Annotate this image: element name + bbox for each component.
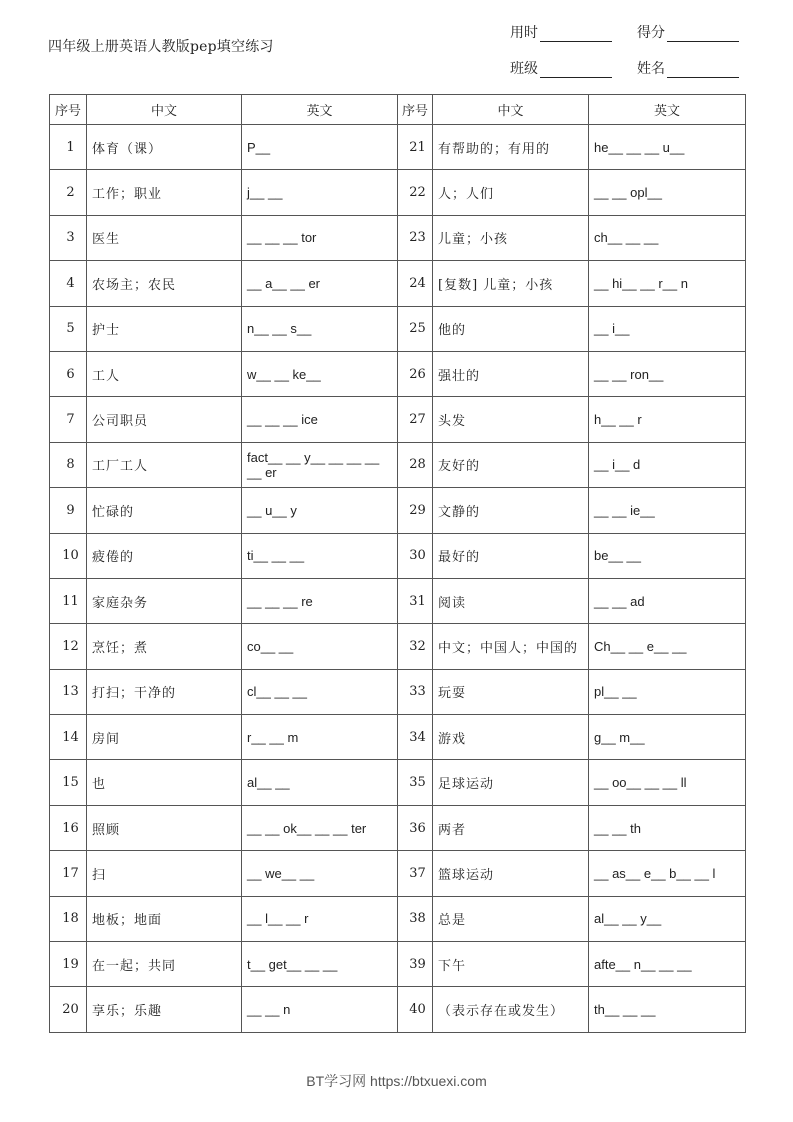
english-blank: he__ __ __ u__ — [589, 125, 746, 170]
item-number: 37 — [398, 851, 433, 896]
chinese-meaning: 足球运动 — [433, 760, 589, 805]
item-number: 4 — [50, 261, 87, 306]
chinese-meaning: 儿童；小孩 — [433, 215, 589, 260]
chinese-meaning: 家庭杂务 — [87, 578, 242, 623]
table-row — [50, 533, 746, 578]
chinese-meaning: 享乐；乐趣 — [87, 987, 242, 1032]
item-number: 7 — [50, 397, 87, 442]
score-label: 得分 — [637, 24, 665, 40]
english-blank: pl__ __ — [589, 669, 746, 714]
chinese-meaning: 有帮助的；有用的 — [433, 125, 589, 170]
item-number: 6 — [50, 351, 87, 396]
table-header-row — [50, 95, 746, 125]
english-blank: __ hi__ __ r__ n — [589, 261, 746, 306]
item-number: 22 — [398, 170, 433, 215]
chinese-meaning: [复数] 儿童；小孩 — [433, 261, 589, 306]
item-number: 1 — [50, 125, 87, 170]
english-blank: __ we__ __ — [242, 851, 398, 896]
english-blank: cl__ __ __ — [242, 669, 398, 714]
chinese-meaning: 工人 — [87, 351, 242, 396]
item-number: 33 — [398, 669, 433, 714]
item-number: 26 — [398, 351, 433, 396]
chinese-meaning: 疲倦的 — [87, 533, 242, 578]
english-blank: __ oo__ __ __ ll — [589, 760, 746, 805]
chinese-meaning: 农场主；农民 — [87, 261, 242, 306]
english-blank: th__ __ __ — [589, 987, 746, 1032]
chinese-meaning: 头发 — [433, 397, 589, 442]
table-row — [50, 442, 746, 487]
table-row — [50, 760, 746, 805]
item-number: 15 — [50, 760, 87, 805]
column-header: 中文 — [87, 95, 242, 125]
chinese-meaning: 打扫；干净的 — [87, 669, 242, 714]
chinese-meaning: 在一起；共同 — [87, 942, 242, 987]
chinese-meaning: 两者 — [433, 805, 589, 850]
table-row — [50, 397, 746, 442]
table-row — [50, 215, 746, 260]
time-blank — [540, 27, 612, 42]
table-row — [50, 624, 746, 669]
chinese-meaning: 文静的 — [433, 488, 589, 533]
english-blank: g__ m__ — [589, 715, 746, 760]
chinese-meaning: 烹饪；煮 — [87, 624, 242, 669]
english-blank: __ l__ __ r — [242, 896, 398, 941]
item-number: 10 — [50, 533, 87, 578]
chinese-meaning: 房间 — [87, 715, 242, 760]
english-blank: __ as__ e__ b__ __ l — [589, 851, 746, 896]
name-label: 姓名 — [637, 60, 665, 76]
english-blank: P__ — [242, 125, 398, 170]
table-row — [50, 942, 746, 987]
column-header: 序号 — [50, 95, 87, 125]
english-blank: __ a__ __ er — [242, 261, 398, 306]
chinese-meaning: 工厂工人 — [87, 442, 242, 487]
english-blank: w__ __ ke__ — [242, 351, 398, 396]
english-blank: ti__ __ __ — [242, 533, 398, 578]
chinese-meaning: 公司职员 — [87, 397, 242, 442]
item-number: 35 — [398, 760, 433, 805]
chinese-meaning: 工作；职业 — [87, 170, 242, 215]
item-number: 20 — [50, 987, 87, 1032]
table-row — [50, 715, 746, 760]
class-blank — [540, 63, 612, 78]
chinese-meaning: 体育（课） — [87, 125, 242, 170]
item-number: 21 — [398, 125, 433, 170]
english-blank: __ u__ y — [242, 488, 398, 533]
chinese-meaning: 篮球运动 — [433, 851, 589, 896]
item-number: 5 — [50, 306, 87, 351]
english-blank: Ch__ __ e__ __ — [589, 624, 746, 669]
english-blank: r__ __ m — [242, 715, 398, 760]
item-number: 24 — [398, 261, 433, 306]
chinese-meaning: 医生 — [87, 215, 242, 260]
english-blank: __ i__ — [589, 306, 746, 351]
table-row — [50, 351, 746, 396]
english-blank: __ __ n — [242, 987, 398, 1032]
name-field — [637, 58, 739, 78]
item-number: 28 — [398, 442, 433, 487]
column-header: 英文 — [589, 95, 746, 125]
item-number: 3 — [50, 215, 87, 260]
item-number: 38 — [398, 896, 433, 941]
chinese-meaning: （表示存在或发生） — [433, 987, 589, 1032]
chinese-meaning: 总是 — [433, 896, 589, 941]
chinese-meaning: 游戏 — [433, 715, 589, 760]
english-blank: __ __ __ tor — [242, 215, 398, 260]
chinese-meaning: 中文；中国人；中国的 — [433, 624, 589, 669]
english-blank: fact__ __ y__ __ __ __ __ er — [242, 442, 398, 487]
item-number: 19 — [50, 942, 87, 987]
chinese-meaning: 他的 — [433, 306, 589, 351]
english-blank: al__ __ y__ — [589, 896, 746, 941]
english-blank: be__ __ — [589, 533, 746, 578]
item-number: 32 — [398, 624, 433, 669]
chinese-meaning: 强壮的 — [433, 351, 589, 396]
chinese-meaning: 也 — [87, 760, 242, 805]
chinese-meaning: 阅读 — [433, 578, 589, 623]
column-header: 中文 — [433, 95, 589, 125]
column-header: 序号 — [398, 95, 433, 125]
english-blank: __ __ ad — [589, 578, 746, 623]
score-field — [637, 22, 739, 42]
table-row — [50, 987, 746, 1032]
english-blank: __ __ __ re — [242, 578, 398, 623]
item-number: 27 — [398, 397, 433, 442]
english-blank: __ __ opl__ — [589, 170, 746, 215]
english-blank: __ __ th — [589, 805, 746, 850]
chinese-meaning: 照顾 — [87, 805, 242, 850]
table-row — [50, 578, 746, 623]
chinese-meaning: 人；人们 — [433, 170, 589, 215]
table-row — [50, 261, 746, 306]
item-number: 12 — [50, 624, 87, 669]
chinese-meaning: 友好的 — [433, 442, 589, 487]
chinese-meaning: 玩耍 — [433, 669, 589, 714]
english-blank: afte__ n__ __ __ — [589, 942, 746, 987]
item-number: 40 — [398, 987, 433, 1032]
item-number: 31 — [398, 578, 433, 623]
item-number: 29 — [398, 488, 433, 533]
item-number: 2 — [50, 170, 87, 215]
english-blank: __ __ ok__ __ __ ter — [242, 805, 398, 850]
english-blank: __ i__ d — [589, 442, 746, 487]
item-number: 30 — [398, 533, 433, 578]
table-row — [50, 170, 746, 215]
english-blank: t__ get__ __ __ — [242, 942, 398, 987]
name-blank — [667, 63, 739, 78]
chinese-meaning: 扫 — [87, 851, 242, 896]
table-row — [50, 125, 746, 170]
item-number: 23 — [398, 215, 433, 260]
item-number: 14 — [50, 715, 87, 760]
chinese-meaning: 最好的 — [433, 533, 589, 578]
class-label: 班级 — [510, 60, 538, 76]
time-label: 用时 — [510, 24, 538, 40]
score-blank — [667, 27, 739, 42]
column-header: 英文 — [242, 95, 398, 125]
table-row — [50, 896, 746, 941]
item-number: 18 — [50, 896, 87, 941]
english-blank: __ __ ron__ — [589, 351, 746, 396]
english-blank: __ __ ie__ — [589, 488, 746, 533]
item-number: 8 — [50, 442, 87, 487]
table-row — [50, 805, 746, 850]
item-number: 11 — [50, 578, 87, 623]
english-blank: n__ __ s__ — [242, 306, 398, 351]
item-number: 17 — [50, 851, 87, 896]
english-blank: j__ __ — [242, 170, 398, 215]
class-field — [510, 58, 612, 78]
english-blank: __ __ __ ice — [242, 397, 398, 442]
table-row — [50, 488, 746, 533]
item-number: 13 — [50, 669, 87, 714]
chinese-meaning: 护士 — [87, 306, 242, 351]
chinese-meaning: 地板；地面 — [87, 896, 242, 941]
item-number: 9 — [50, 488, 87, 533]
chinese-meaning: 下午 — [433, 942, 589, 987]
item-number: 25 — [398, 306, 433, 351]
english-blank: ch__ __ __ — [589, 215, 746, 260]
worksheet-title: 四年级上册英语人教版pep填空练习 — [48, 39, 274, 55]
english-blank: h__ __ r — [589, 397, 746, 442]
table-row — [50, 669, 746, 714]
vocabulary-table — [49, 94, 746, 1033]
time-field — [510, 22, 612, 42]
english-blank: al__ __ — [242, 760, 398, 805]
item-number: 39 — [398, 942, 433, 987]
item-number: 16 — [50, 805, 87, 850]
footer-watermark: BT学习网 https://btxuexi.com — [306, 1073, 487, 1089]
item-number: 36 — [398, 805, 433, 850]
table-row — [50, 851, 746, 896]
chinese-meaning: 忙碌的 — [87, 488, 242, 533]
item-number: 34 — [398, 715, 433, 760]
table-row — [50, 306, 746, 351]
english-blank: co__ __ — [242, 624, 398, 669]
